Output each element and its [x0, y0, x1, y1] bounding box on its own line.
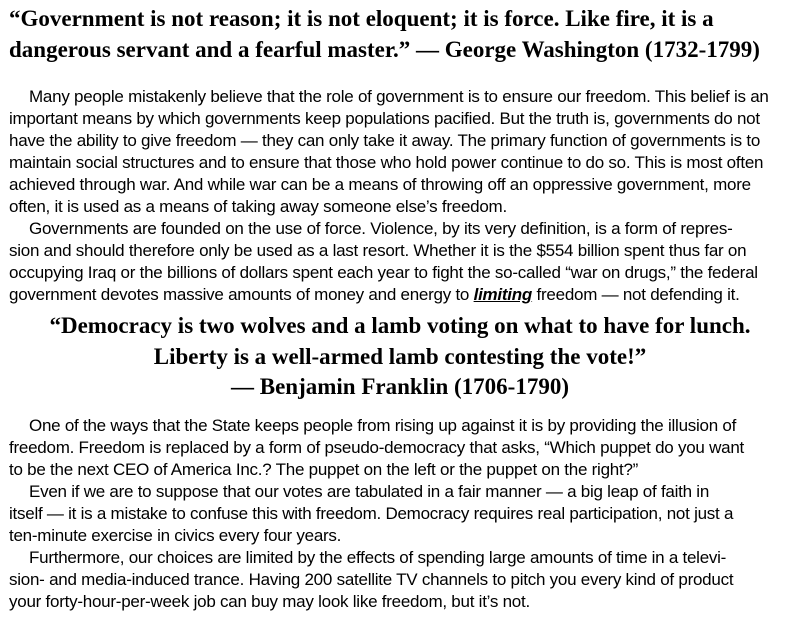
paragraph-line: occupying Iraq or the billions of dollars spent each year to fight the so-called “war on drugs,” the federal — [9, 263, 758, 282]
paragraph-line: sion- and media-induced trance. Having 200 satellite TV channels to pitch you every kind of product — [9, 569, 734, 589]
paragraph-line: Even if we are to suppose that our votes are tabulated in a fair manner — a big leap of faith in — [29, 481, 710, 501]
quote-line: “Government is not reason; it is not eloquent; it is force. Like fire, it is a — [9, 6, 714, 31]
paragraph-votes — [9, 481, 791, 547]
line-text: freedom — not defending it. — [532, 285, 740, 304]
paragraph-line: Many people mistakenly believe that the role of government is to ensure our freedom. This belief is an — [29, 87, 769, 106]
paragraph-line: important means by which governments keep populations pacified. But the truth is, governments do not — [9, 109, 760, 128]
paragraph-line: to be the next CEO of America Inc.? The puppet on the left or the puppet on the right?” — [9, 459, 639, 479]
paragraph-line: sion and should therefore only be used as a last resort. Whether it is the $554 billion spent thus far on — [9, 241, 747, 260]
paragraph-line: your forty-hour-per-week job can buy may look like freedom, but it’s not. — [9, 591, 530, 611]
quote-line: dangerous servant and a fearful master.” — George Washington (1732-1799) — [9, 36, 760, 62]
washington-quote — [9, 4, 791, 65]
paragraph-force — [9, 218, 791, 306]
paragraph-line: itself — it is a mistake to confuse this with freedom. Democracy requires real participation, not just a — [9, 503, 734, 523]
emphasized-word: limiting — [473, 285, 533, 304]
quote-line: “Democracy is two wolves and a lamb voting on what to have for lunch. — [49, 313, 751, 338]
paragraph-line: have the ability to give freedom — they can only take it away. The primary function of governments is to — [9, 131, 761, 150]
paragraph-line: achieved through war. And while war can be a means of throwing off an oppressive government, more — [9, 175, 751, 194]
paragraph-line: often, it is used as a means of taking away someone else’s freedom. — [9, 197, 507, 216]
line-text: government devotes massive amounts of money and energy to — [9, 285, 474, 304]
paragraph-line: freedom. Freedom is replaced by a form of pseudo-democracy that asks, “Which puppet do you want — [9, 437, 745, 457]
franklin-quote — [9, 311, 791, 403]
paragraph-government-role — [9, 86, 791, 218]
paragraph-line: ten-minute exercise in civics every four years. — [9, 525, 342, 545]
quote-attribution: — Benjamin Franklin (1706-1790) — [231, 374, 569, 399]
paragraph-line: Governments are founded on the use of force. Violence, by its very definition, is a form of repres- — [29, 219, 733, 238]
paragraph-line: maintain social structures and to ensure that those who hold power continue to do so. This is most often — [9, 153, 764, 172]
paragraph-choices — [9, 547, 791, 613]
paragraph-line: One of the ways that the State keeps people from rising up against it is by providing the illusion of — [29, 415, 737, 435]
quote-line: Liberty is a well-armed lamb contesting the vote!” — [153, 343, 647, 369]
paragraph-illusion — [9, 415, 791, 481]
paragraph-line: Furthermore, our choices are limited by the effects of spending large amounts of time in a televi- — [29, 547, 727, 567]
paragraph-line — [9, 284, 791, 306]
